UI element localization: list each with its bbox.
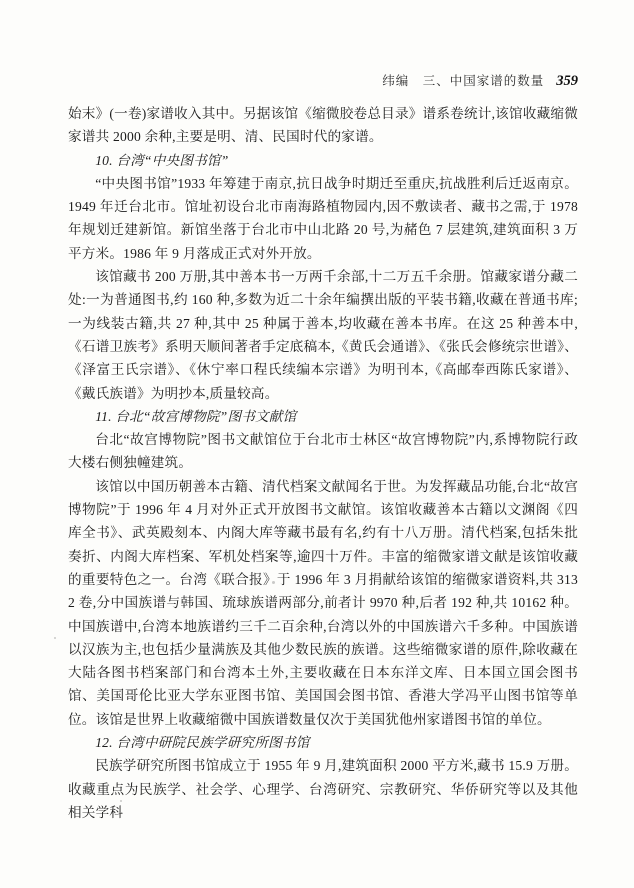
section-heading: 12. 台湾中研院民族学研究所图书馆 — [95, 735, 310, 751]
section-heading: 11. 台北“故宫博物院”图书文献馆 — [95, 408, 297, 424]
running-header — [68, 71, 578, 90]
paragraph: 始末》(一卷)家谱收入其中。另据该馆《缩微胶卷总目录》谱系卷统计,该馆收藏缩微家谱共 2000 余种,主要是明、清、民国时代的家谱。 — [68, 106, 578, 145]
paragraph: 该馆藏书 200 万册,其中善本书一万两千余部,十二万五千余册。馆藏家谱分藏二处:一为普通图书,约 160 种,多数为近二十余年编撰出版的平装书籍,收藏在普通书库;一为线装古籍,共 27 种,其中 25 种属于善本,均收藏在善本书库。在这 25 种善本中,《石谱卫族考》系明天顺间著者手定底稿本,《黄氏会通谱》、《张氏会修统宗世谱》、《泽富王氏宗谱》、《休宁率口程氏续编本宗谱》为明刊本,《高邮奉西陈氏家谱》、《戴氏族谱》为明抄本,质量较高。 — [68, 269, 578, 401]
scan-speck — [272, 581, 275, 584]
running-title: 纬编 三、中国家谱的数量 — [382, 74, 545, 88]
page-number: 359 — [556, 73, 578, 89]
section-heading: 10. 台湾“中央图书馆” — [95, 152, 229, 168]
paragraph: “中央图书馆”1933 年筹建于南京,抗日战争时期迁至重庆,抗战胜利后迁返南京。1949 年迁台北市。馆址初设台北市南海路植物园内,因不敷读者、藏书之需,于 1978 年规划迁建新馆。新馆坐落于台北市中山北路 20 号,为赭色 7 层建筑,建筑面积 3 万平方米。1986 年 9 月落成正式对外开放。 — [68, 175, 578, 261]
paragraph: 该馆以中国历朝善本古籍、清代档案文献闻名于世。为发挥藏品功能,台北“故宫博物院”于 1996 年 4 月对外正式开放图书文献馆。该馆收藏善本古籍以文渊阁《四库全书》、武英殿刻本、内阁大库等藏书最有名,约有十八万册。清代档案,包括朱批奏折、内阁大库档案、军机处档案等,逾四十万件。丰富的缩微家谱文献是该馆收藏的重要特色之一。台湾《联合报》于 1996 年 3 月捐献给该馆的缩微家谱资料,共 3132 卷,分中国族谱与韩国、琉球族谱两部分,前者计 9970 种,后者 192 种,共 10162 种。中国族谱中,台湾本地族谱约三千二百余种,台湾以外的中国族谱六千多种。中国族谱以汉族为主,也包括少量满族及其他少数民族的族谱。这些缩微家谱的原件,除收藏在大陆各图书档案部门和台湾本土外,主要收藏在日本东洋文库、日本国立国会图书馆、美国哥伦比亚大学东亚图书馆、美国国会图书馆、香港大学冯平山图书馆等单位。该馆是世界上收藏缩微中国族谱数量仅次于美国犹他州家谱图书馆的单位。 — [68, 478, 578, 727]
paragraph: 民族学研究所图书馆成立于 1955 年 9 月,建筑面积 2000 平方米,藏书 15.9 万册。收藏重点为民族学、社会学、心理学、台湾研究、宗教研究、华侨研究等以及其他相关学科 — [68, 758, 578, 820]
page-body — [68, 102, 578, 842]
scan-speck — [120, 800, 122, 802]
paragraph: 台北“故宫博物院”图书文献馆位于台北市士林区“故宫博物院”内,系博物院行政大楼右侧独幢建筑。 — [68, 432, 578, 471]
scan-speck — [54, 637, 56, 639]
